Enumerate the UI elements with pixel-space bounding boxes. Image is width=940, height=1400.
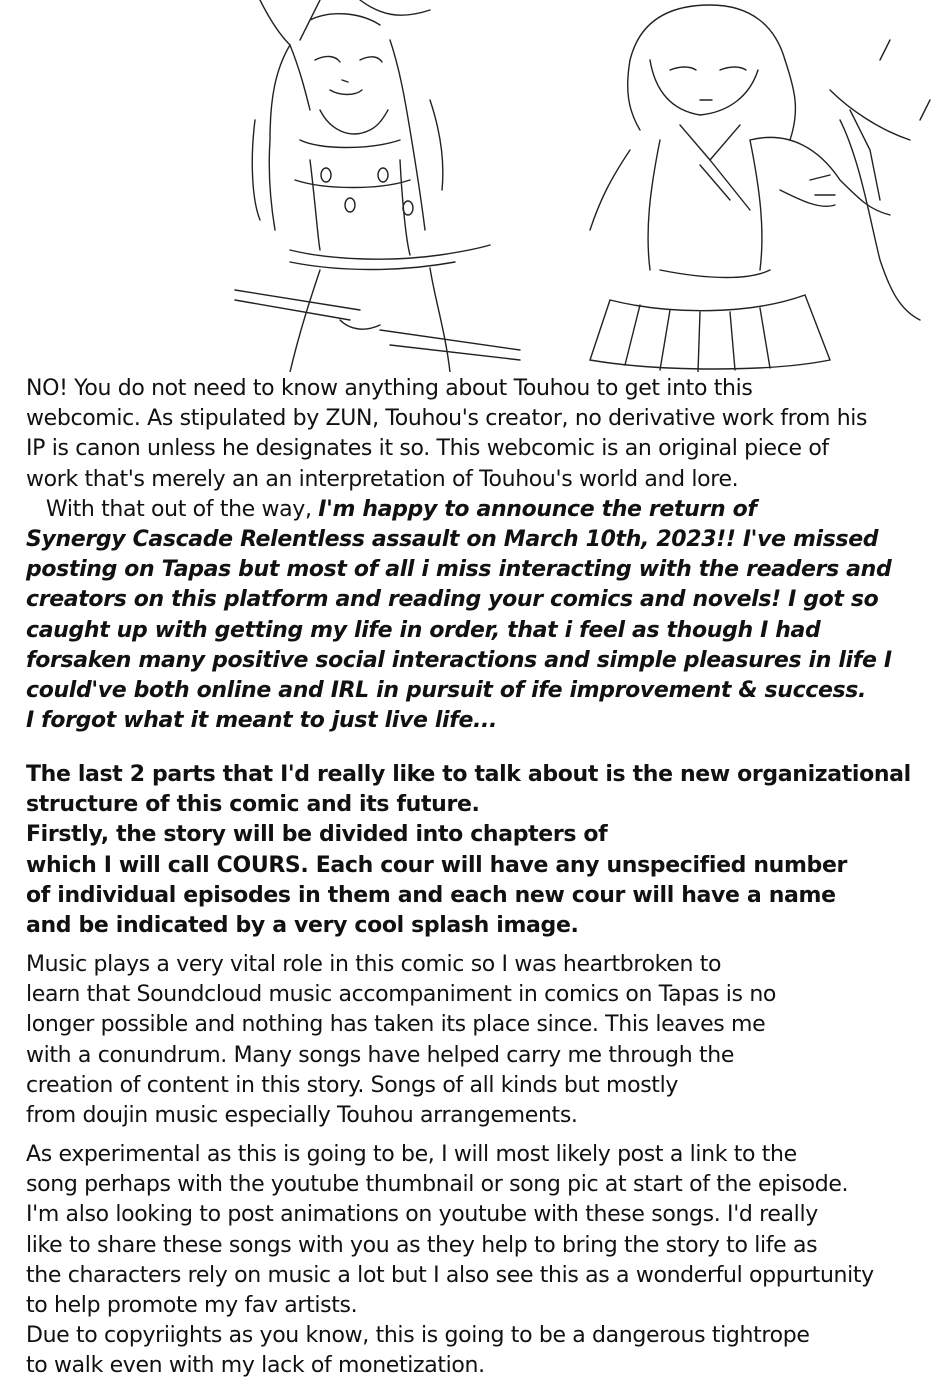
- text-line: structure of this comic and its future.: [26, 792, 480, 818]
- text-line: creators on this platform and reading your comics and novels! I got so: [26, 587, 879, 613]
- text-line: which I will call COURS. Each cour will have any unspecified number: [26, 852, 848, 878]
- text-line: the characters rely on music a lot but I also see this as a wonderful oppurtunity: [26, 1262, 874, 1288]
- text-line: I'm also looking to post animations on youtube with these songs. I'd really: [26, 1202, 818, 1228]
- text-line: IP is canon unless he designates it so. This webcomic is an original piece of: [26, 436, 829, 462]
- text-line: Due to copyriights as you know, this is going to be a dangerous tightrope: [26, 1323, 810, 1349]
- text-line: NO! You do not need to know anything about Touhou to get into this: [26, 376, 753, 401]
- text-line: Synergy Cascade Relentless assault on March 10th, 2023!! I've missed: [26, 526, 879, 552]
- text-line: from doujin music especially Touhou arrangements.: [26, 1102, 578, 1128]
- music-paragraph: [26, 950, 926, 1131]
- text-line: The last 2 parts that I'd really like to talk about is the new organizational: [26, 762, 911, 787]
- text-line: could've both online and IRL in pursuit of ife improvement & success.: [26, 677, 867, 703]
- text-line: and be indicated by a very cool splash image.: [26, 912, 579, 938]
- text-line: work that's merely an an interpretation of Touhou's world and lore.: [26, 466, 739, 492]
- text-line: of individual episodes in them and each new cour will have a name: [26, 882, 836, 908]
- text-line: I forgot what it meant to just live life...: [26, 708, 498, 734]
- text-line: webcomic. As stipulated by ZUN, Touhou's creator, no derivative work from his: [26, 406, 868, 432]
- announcement-paragraph: [26, 495, 926, 737]
- text-line: to walk even with my lack of monetization.: [26, 1353, 485, 1379]
- text-line: with a conundrum. Many songs have helped carry me through the: [26, 1042, 735, 1068]
- announcement-lead: With that out of the way,: [26, 496, 319, 522]
- text-line: Music plays a very vital role in this comic so I was heartbroken to: [26, 952, 722, 977]
- text-line: caught up with getting my life in order, that i feel as though I had: [26, 617, 821, 643]
- text-line: creation of content in this story. Songs of all kinds but mostly: [26, 1072, 679, 1098]
- sketch-illustration: [230, 0, 935, 372]
- text-line: to help promote my fav artists.: [26, 1292, 358, 1318]
- intro-paragraph: [26, 374, 926, 495]
- text-line: longer possible and nothing has taken its place since. This leaves me: [26, 1012, 766, 1038]
- announcement-bold-start: I'm happy to announce the return of: [318, 496, 757, 522]
- text-line: song perhaps with the youtube thumbnail or song pic at start of the episode.: [26, 1172, 849, 1198]
- announcement-first-line: [26, 495, 926, 525]
- text-line: posting on Tapas but most of all i miss interacting with the readers and: [26, 557, 892, 583]
- text-line: As experimental as this is going to be, I will most likely post a link to the: [26, 1142, 797, 1167]
- text-line: learn that Soundcloud music accompaniment in comics on Tapas is no: [26, 982, 777, 1008]
- sketch-two-characters-icon: [230, 0, 935, 372]
- text-line: forsaken many positive social interactions and simple pleasures in life I: [26, 647, 892, 673]
- structure-paragraph: [26, 760, 926, 941]
- text-line: Firstly, the story will be divided into chapters of: [26, 822, 608, 848]
- experimental-paragraph: [26, 1140, 926, 1382]
- text-line: like to share these songs with you as they help to bring the story to life as: [26, 1232, 818, 1258]
